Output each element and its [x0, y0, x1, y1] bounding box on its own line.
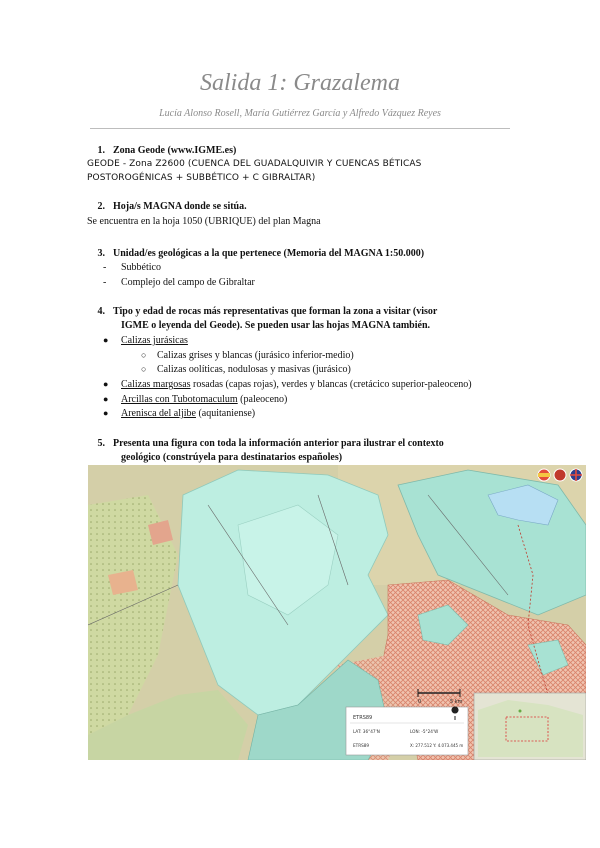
- overview-marker: [519, 710, 522, 713]
- section-3-number: 3.: [97, 248, 105, 259]
- unit-gibraltar: Complejo del campo de Gibraltar: [121, 277, 255, 288]
- section-1-line-2: POSTOROGÉNICAS + SUBBÉTICO + C GIBRALTAR): [87, 173, 316, 183]
- rock-calizas-margosas: Calizas margosas: [121, 379, 191, 390]
- section-4-number: 4.: [97, 306, 105, 317]
- section-5-title-line-2: geológico (constrúyela para destinatarios españoles): [121, 452, 343, 463]
- rock-arcillas: Arcillas con Tubotomaculum: [121, 394, 238, 405]
- section-1-line-1: GEODE - Zona Z2600 (CUENCA DEL GUADALQUIVIR Y CUENCAS BÉTICAS: [87, 159, 422, 169]
- section-2-number: 2.: [97, 201, 105, 212]
- coordinates-system-label-2: ETRS89: [353, 743, 370, 748]
- rock-calizas-jurasicas: Calizas jurásicas: [121, 335, 188, 346]
- section-2-heading: [87, 201, 247, 212]
- section-2-text: Se encuentra en la hoja 1050 (UBRIQUE) del plan Magna: [87, 216, 321, 227]
- list-item: ● Arenisca del aljibe (aquitaniense): [103, 408, 256, 419]
- section-4-heading: [87, 306, 437, 317]
- section-1-number: 1.: [97, 145, 105, 156]
- scale-zero-label: 0: [418, 699, 422, 705]
- list-item: ● Calizas jurásicas: [103, 335, 188, 346]
- spain-flag-stripe: [538, 473, 550, 477]
- list-item: ● Arcillas con Tubotomaculum (paleoceno): [103, 394, 288, 405]
- layers-icon[interactable]: [554, 469, 566, 481]
- coordinates-xy: X: 277.512 Y: 4.073.445 m: [410, 743, 464, 748]
- doc-authors: Lucía Alonso Rosell, María Gutiérrez García y Alfredo Vázquez Reyes: [159, 108, 441, 119]
- map-controls: [538, 469, 582, 481]
- list-item: - Complejo del campo de Gibraltar: [103, 277, 255, 288]
- list-item: - Subbético: [103, 262, 161, 273]
- rock-arenisca: Arenisca del aljibe: [121, 408, 196, 419]
- rock-calizas-margosas-desc: rosadas (capas rojas), verdes y blancas (cretácico superior-paleoceno): [190, 379, 472, 390]
- geological-map: [88, 465, 586, 760]
- coordinates-system-label: ETRS89: [353, 715, 373, 721]
- section-5-title-line-1: Presenta una figura con toda la información anterior para ilustrar el contexto: [113, 438, 444, 449]
- section-4-title-line-1: Tipo y edad de rocas más representativas que forman la zona a visitar (visor: [113, 306, 438, 317]
- list-item: ○ Calizas grises y blancas (jurásico inferior-medio): [141, 350, 354, 361]
- coordinates-lon: LON: -5°24'W: [410, 729, 439, 734]
- section-1-title: Zona Geode (www.IGME.es): [113, 145, 237, 156]
- doc-title: Salida 1: Grazalema: [200, 70, 400, 96]
- section-3-heading: [87, 248, 424, 259]
- list-item: ● Calizas margosas rosadas (capas rojas), verdes y blancas (cretácico superior-paleoceno): [103, 379, 472, 390]
- coordinates-lat: LAT: 36°47'N: [353, 729, 380, 734]
- section-5-number: 5.: [97, 438, 105, 449]
- rock-arcillas-desc: (paleoceno): [237, 394, 288, 405]
- section-2-title: Hoja/s MAGNA donde se sitúa.: [113, 201, 247, 212]
- rock-arenisca-desc: (aquitaniense): [195, 408, 256, 419]
- section-3-title: Unidad/es geológicas a la que pertenece (Memoria del MAGNA 1:50.000): [113, 248, 425, 259]
- title-divider: [90, 128, 510, 129]
- scale-five-label: 5 km: [450, 699, 463, 705]
- section-4-title-line-2: IGME o leyenda del Geode). Se pueden usar las hojas MAGNA también.: [121, 320, 430, 331]
- section-5-heading: [87, 438, 444, 449]
- rock-calizas-grises: Calizas grises y blancas (jurásico inferior-medio): [157, 350, 354, 361]
- rock-calizas-ooliticas: Calizas oolíticas, nodulosas y masivas (jurásico): [157, 364, 351, 375]
- list-item: ○ Calizas oolíticas, nodulosas y masivas (jurásico): [141, 364, 351, 375]
- unit-subbetico: Subbético: [121, 262, 161, 273]
- section-1-heading: [87, 145, 236, 156]
